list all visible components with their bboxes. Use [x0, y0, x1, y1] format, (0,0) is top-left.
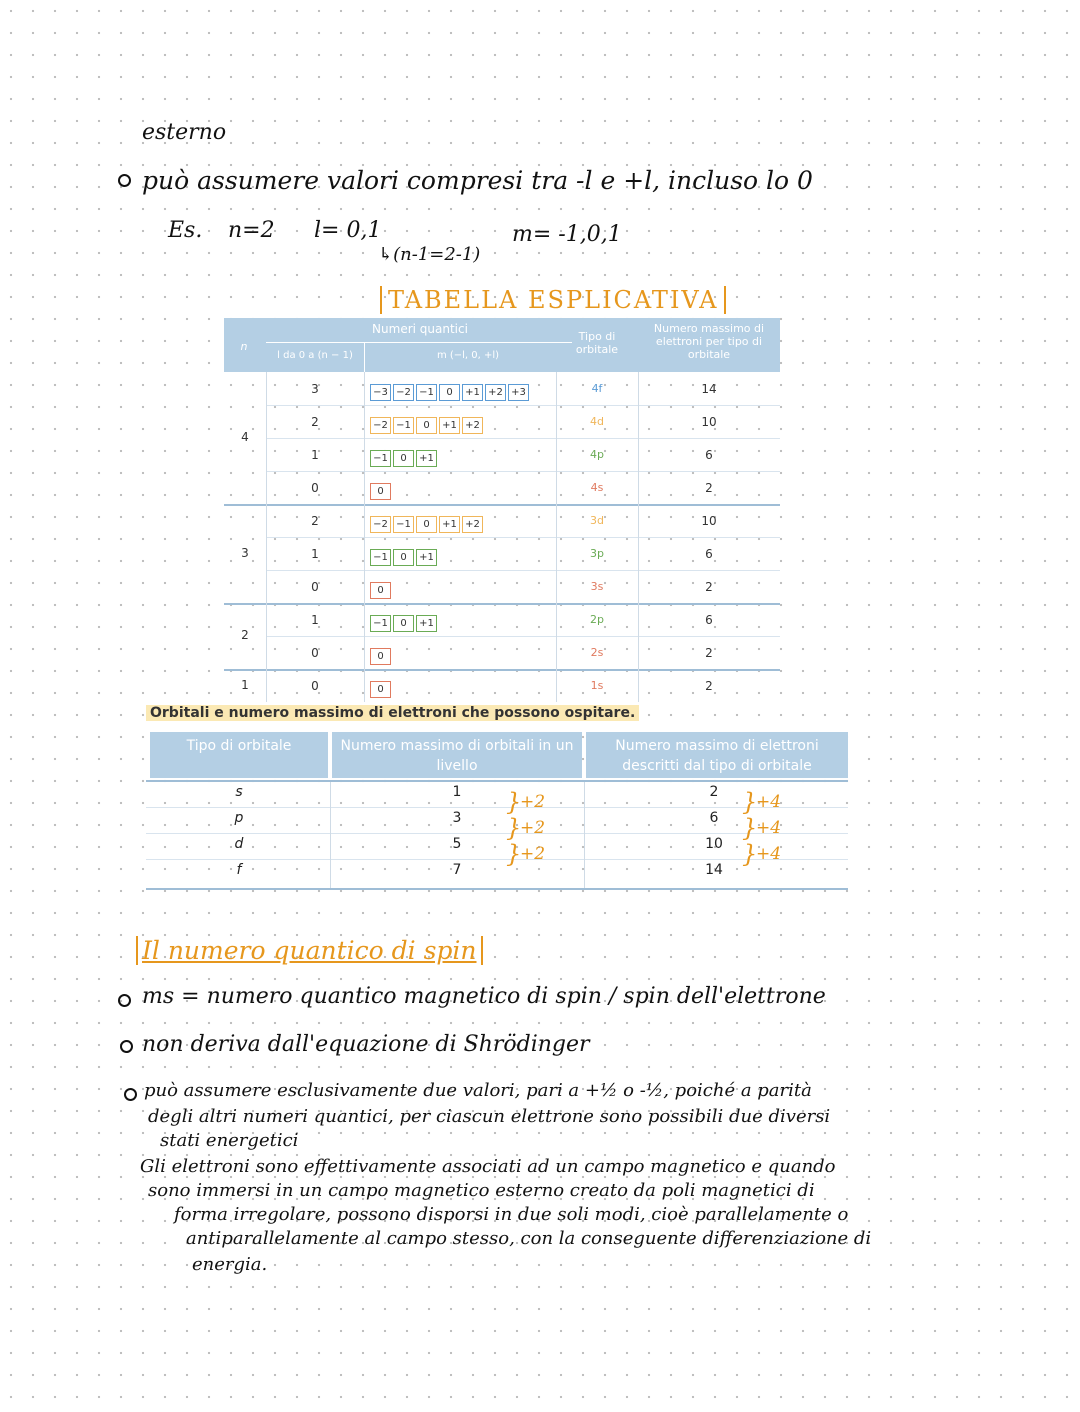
brace-icon: }	[506, 788, 522, 816]
cell-m-values	[370, 578, 393, 599]
row-divider	[266, 570, 780, 571]
note-example-m: m= -1,0,1	[512, 222, 622, 247]
cell-m-values	[370, 446, 439, 467]
row-divider	[266, 471, 780, 472]
orbital-header-orbitali: Numero massimo di orbitali in un livello	[332, 732, 582, 778]
cell-l: 1	[311, 547, 319, 561]
cell-tipo: 4d	[590, 415, 604, 428]
cell-tipo: 2p	[590, 613, 604, 626]
cell-tipo: 4s	[590, 481, 604, 494]
m-value-box: −1	[393, 417, 414, 434]
cell-num: 6	[705, 547, 713, 561]
m-value-box: 0	[393, 450, 414, 467]
cell-num-elettroni: 2	[709, 784, 719, 800]
bullet-icon	[118, 174, 131, 187]
m-value-box: 0	[393, 549, 414, 566]
note-continuation: esterno	[142, 120, 227, 145]
table-title: TABELLA ESPLICATIVA	[380, 286, 726, 314]
spin-bullet-2: non deriva dall'equazione di Shrödinger	[142, 1032, 590, 1057]
cell-n: 2	[241, 628, 249, 642]
cell-num: 6	[705, 613, 713, 627]
bullet-icon	[120, 1040, 133, 1053]
difference-annotation: +4	[756, 844, 782, 864]
cell-num-elettroni: 14	[705, 862, 723, 878]
cell-n: 4	[241, 430, 249, 444]
cell-num: 10	[701, 415, 717, 429]
cell-m-values	[370, 644, 393, 665]
cell-l: 1	[311, 613, 319, 627]
cell-l: 2	[311, 514, 319, 528]
row-divider	[266, 636, 780, 637]
cell-num-elettroni: 6	[709, 810, 719, 826]
table-caption: Orbitali e numero massimo di elettroni che possono ospitare.	[146, 705, 639, 721]
m-value-box: +3	[508, 384, 529, 401]
header-l: l da 0 a (n − 1)	[277, 350, 353, 361]
cell-l: 0	[311, 646, 319, 660]
difference-annotation: +2	[520, 792, 546, 812]
row-divider	[146, 888, 848, 890]
cell-m-values	[370, 512, 485, 533]
header-numeri-quantici: Numeri quantici	[372, 322, 468, 336]
group-divider	[224, 603, 780, 605]
note-example-sub: ↳(n-1=2-1)	[378, 244, 481, 265]
spin-para-line-5: energia.	[192, 1254, 268, 1275]
cell-tipo-orbitale: f	[236, 862, 242, 878]
cell-num: 10	[701, 514, 717, 528]
section-title-spin: Il numero quantico di spin	[136, 936, 483, 965]
cell-num: 2	[705, 679, 713, 693]
header-n: n	[240, 340, 248, 353]
cell-m-values	[370, 380, 531, 401]
cell-num-elettroni: 10	[705, 836, 723, 852]
m-value-box: +2	[462, 417, 483, 434]
spin-para-line-1: Gli elettroni sono effettivamente associati ad un campo magnetico e quando	[140, 1156, 836, 1177]
note-example-label: Es.	[168, 218, 203, 243]
spin-bullet-3-line-2: degli altri numeri quantici, per ciascun elettrone sono possibili due diversi	[148, 1106, 831, 1127]
orbital-header-elettroni: Numero massimo di elettroni descritti dal tipo di orbitale	[586, 732, 848, 778]
cell-m-values	[370, 611, 439, 632]
brace-icon: }	[506, 814, 522, 842]
group-divider	[224, 669, 780, 671]
cell-tipo-orbitale: p	[234, 810, 244, 826]
m-value-box: 0	[416, 417, 437, 434]
m-value-box: −2	[393, 384, 414, 401]
spin-bullet-3-line-1: può assumere esclusivamente due valori, pari a +½ o -½, poiché a parità	[144, 1080, 812, 1101]
m-value-box: −2	[370, 417, 391, 434]
m-value-box: −3	[370, 384, 391, 401]
brace-icon: }	[506, 840, 522, 868]
cell-num: 6	[705, 448, 713, 462]
cell-l: 0	[311, 580, 319, 594]
m-value-box: 0	[393, 615, 414, 632]
column-divider	[638, 372, 639, 702]
cell-m-values	[370, 479, 393, 500]
brace-icon: }	[742, 788, 758, 816]
cell-tipo-orbitale: d	[234, 836, 244, 852]
m-value-box: +1	[439, 516, 460, 533]
cell-l: 1	[311, 448, 319, 462]
m-value-box: +1	[462, 384, 483, 401]
column-divider	[584, 782, 585, 888]
m-value-box: −1	[370, 615, 391, 632]
cell-tipo: 3d	[590, 514, 604, 527]
m-value-box: 0	[439, 384, 460, 401]
cell-tipo: 3s	[590, 580, 604, 593]
note-example-l: l= 0,1	[314, 218, 382, 243]
bullet-icon	[124, 1088, 137, 1101]
cell-n: 1	[241, 677, 249, 692]
cell-l: 3	[311, 382, 319, 396]
m-value-box: 0	[370, 582, 391, 599]
cell-num-orbitali: 3	[452, 810, 462, 826]
cell-tipo: 1s	[590, 679, 604, 692]
m-value-box: −2	[370, 516, 391, 533]
m-value-box: −1	[393, 516, 414, 533]
column-divider	[364, 372, 365, 702]
cell-l: 0	[311, 679, 319, 693]
header-numero-elettroni: Numero massimo di elettroni per tipo di orbitale	[653, 322, 765, 361]
row-divider	[146, 780, 848, 782]
cell-n: 3	[241, 545, 249, 560]
cell-tipo-orbitale: s	[235, 784, 243, 800]
spin-para-line-2: sono immersi in un campo magnetico esterno creato da poli magnetici di	[148, 1180, 815, 1201]
difference-annotation: +2	[520, 844, 546, 864]
difference-annotation: +2	[520, 818, 546, 838]
spin-bullet-1: ms = numero quantico magnetico di spin / spin dell'elettrone	[142, 984, 826, 1009]
m-value-box: +1	[439, 417, 460, 434]
note-range: può assumere valori compresi tra -l e +l, incluso lo 0	[142, 166, 813, 195]
cell-num-orbitali: 7	[452, 862, 462, 878]
spin-para-line-4: antiparallelamente al campo stesso, con la conseguente differenziazione di	[186, 1228, 872, 1249]
bullet-icon	[118, 994, 131, 1007]
header-divider	[266, 342, 572, 343]
cell-m-values	[370, 545, 439, 566]
cell-tipo: 2s	[590, 646, 604, 659]
m-value-box: +2	[462, 516, 483, 533]
column-divider	[266, 372, 267, 702]
m-value-box: +1	[416, 549, 437, 566]
m-value-box: +1	[416, 615, 437, 632]
column-divider	[330, 782, 331, 888]
m-value-box: 0	[370, 681, 391, 698]
cell-tipo: 4p	[590, 448, 604, 461]
m-value-box: 0	[416, 516, 437, 533]
m-value-box: −1	[416, 384, 437, 401]
cell-l: 2	[311, 415, 319, 429]
cell-num-orbitali: 1	[452, 784, 462, 800]
difference-annotation: +4	[756, 792, 782, 812]
header-m: m (−l, 0, +l)	[436, 350, 500, 361]
cell-num: 2	[705, 580, 713, 594]
row-divider	[266, 438, 780, 439]
cell-num: 2	[705, 646, 713, 660]
m-value-box: −1	[370, 549, 391, 566]
cell-m-values	[370, 413, 485, 434]
m-value-box: −1	[370, 450, 391, 467]
cell-m-values	[370, 677, 393, 698]
brace-icon: }	[742, 814, 758, 842]
m-value-box: 0	[370, 483, 391, 500]
m-value-box: 0	[370, 648, 391, 665]
cell-tipo: 4f	[591, 382, 603, 395]
difference-annotation: +4	[756, 818, 782, 838]
cell-tipo: 3p	[590, 547, 604, 560]
cell-num-orbitali: 5	[452, 836, 462, 852]
spin-para-line-3: forma irregolare, possono disporsi in due soli modi, cioè parallelamente o	[174, 1204, 849, 1225]
orbital-header-tipo: Tipo di orbitale	[150, 732, 328, 778]
m-value-box: +1	[416, 450, 437, 467]
brace-icon: }	[742, 840, 758, 868]
row-divider	[266, 405, 780, 406]
spin-bullet-3-line-3: stati energetici	[160, 1130, 299, 1151]
m-value-box: +2	[485, 384, 506, 401]
row-divider	[266, 537, 780, 538]
cell-num: 2	[705, 481, 713, 495]
group-divider	[224, 504, 780, 506]
cell-l: 0	[311, 481, 319, 495]
header-tipo: Tipo di orbitale	[575, 330, 619, 356]
column-divider	[556, 372, 557, 702]
note-example-n: n=2	[228, 218, 275, 243]
cell-num: 14	[701, 382, 717, 396]
